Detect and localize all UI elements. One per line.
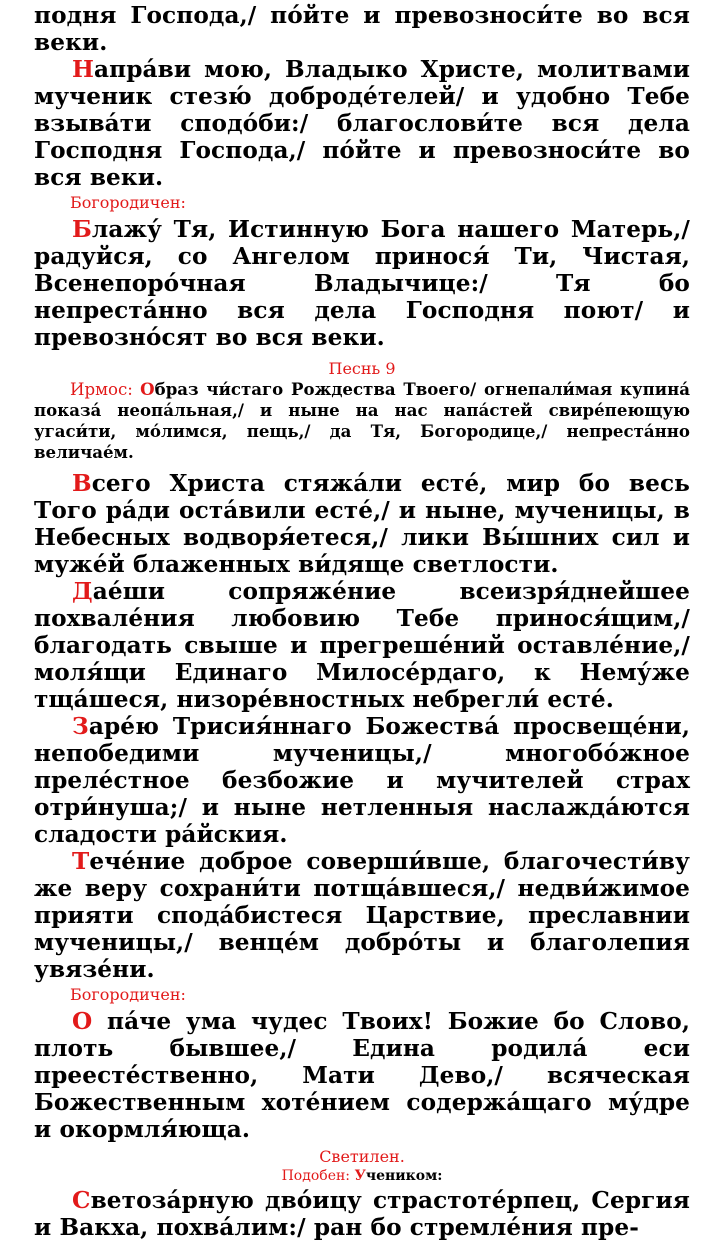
verse-text: апра́ви мою, Владыко Христе, молитвами мученик стезю́ доброде́телей/ и удобно Тебе взыва́ти сподо́би:/ благослови́те вся дела Господня Господа,/ по́йте и превозноси́те во вся веки. — [34, 56, 690, 191]
svetilen-text — [34, 1187, 690, 1241]
verse-text: подня Господа,/ по́йте и превозноси́те во вся веки. — [34, 2, 690, 56]
theotokion-rubric: Богородичен: — [70, 985, 186, 1004]
troparion-napravi — [34, 56, 690, 191]
verse-text: па́че ума чудес Твоих! Божие бо Слово, плоть бывшее,/ Едина родила́ еси преесте́ственно, Мати Дево,/ всяческая Божественным хоте́нием содержа́щаго му́дре и окормля́юща. — [34, 1008, 690, 1143]
verse-text: сего Христа стяжа́ли есте́, мир бо весь Того ра́ди оста́вили есте́,/ и ныне, мученицы, в Небесных водворя́етеся,/ лики Вы́шних сил и муже́й блаженных ви́дяще светлости. — [34, 470, 690, 578]
theotokion-o-pache — [34, 1008, 690, 1143]
verse-text: лажу́ Тя, Истинную Бога нашего Матерь,/ радуйся, со Ангелом принося́ Ти, Чистая, Всенепоро́чная Владычице:/ Тя бо непреста́нно вся дела Господня поют/ и превозно́сят во вся веки. — [34, 216, 690, 351]
theotokion-blazhu — [34, 216, 690, 351]
troparion-vsego — [34, 470, 690, 578]
drop-letter: Б — [72, 216, 92, 243]
irmos-label: Ирмос: — [70, 380, 141, 399]
podoben-line — [34, 1167, 690, 1185]
drop-letter: Д — [72, 578, 93, 605]
troparion-techenie — [34, 848, 690, 983]
verse-continuation — [34, 2, 690, 56]
drop-letter: З — [72, 713, 89, 740]
troparion-daeshi — [34, 578, 690, 713]
drop-letter: Т — [72, 848, 90, 875]
verse-text: ече́ние доброе соверши́вше, благочести́ву же веру сохрани́ти потща́вшеся,/ недви́жимое прияти спода́бистеся Царствие, преславнии мученицы,/ венце́м добро́ты и благолепия увязе́ни. — [34, 848, 690, 983]
irmos-text: браз чи́стаго Рождества Твоего/ огнепали́мая купина́ показа́ неопа́льная,/ и ныне на нас напа́стей свире́пеющую угаси́ти, мо́лимся, пещь,/ да Тя, Богородице,/ непреста́нно величае́м. — [34, 379, 690, 462]
podoben-value: чеником: — [365, 1168, 443, 1184]
ode-heading: Песнь 9 — [328, 359, 396, 378]
svetilen-heading: Светилен. — [319, 1147, 405, 1166]
drop-letter: О — [72, 1008, 93, 1035]
irmos — [34, 379, 690, 463]
drop-letter: Н — [72, 56, 95, 83]
drop-letter: О — [140, 379, 155, 399]
verse-text: аре́ю Трисия́ннаго Божества́ просвеще́ни, непобедими мученицы,/ многобо́жное преле́стное безбожие и мучителей страх отри́нуша;/ и ныне нетленныя наслажда́ются сладости ра́йския. — [34, 713, 690, 848]
drop-letter: У — [354, 1168, 366, 1184]
troparion-zareyu — [34, 713, 690, 848]
verse-text: ае́ши сопряже́ние всеизря́днейшее похвале́ния любовию Тебе принося́щим,/ благодать свыше и прегреше́ний оставле́ние,/ моля́щи Единаго Милосе́рдаго, к Нему́же тща́шеся, низоре́вностных небрегли́ есте́. — [34, 578, 690, 713]
podoben-label: Подобен: — [281, 1168, 355, 1184]
drop-letter: С — [72, 1187, 91, 1214]
drop-letter: В — [72, 470, 92, 497]
theotokion-rubric: Богородичен: — [70, 193, 186, 212]
verse-text: ветоза́рную дво́ицу страстоте́рпец, Сергия и Вакха, похва́лим:/ ран бо стремле́ния пре- — [34, 1187, 690, 1241]
